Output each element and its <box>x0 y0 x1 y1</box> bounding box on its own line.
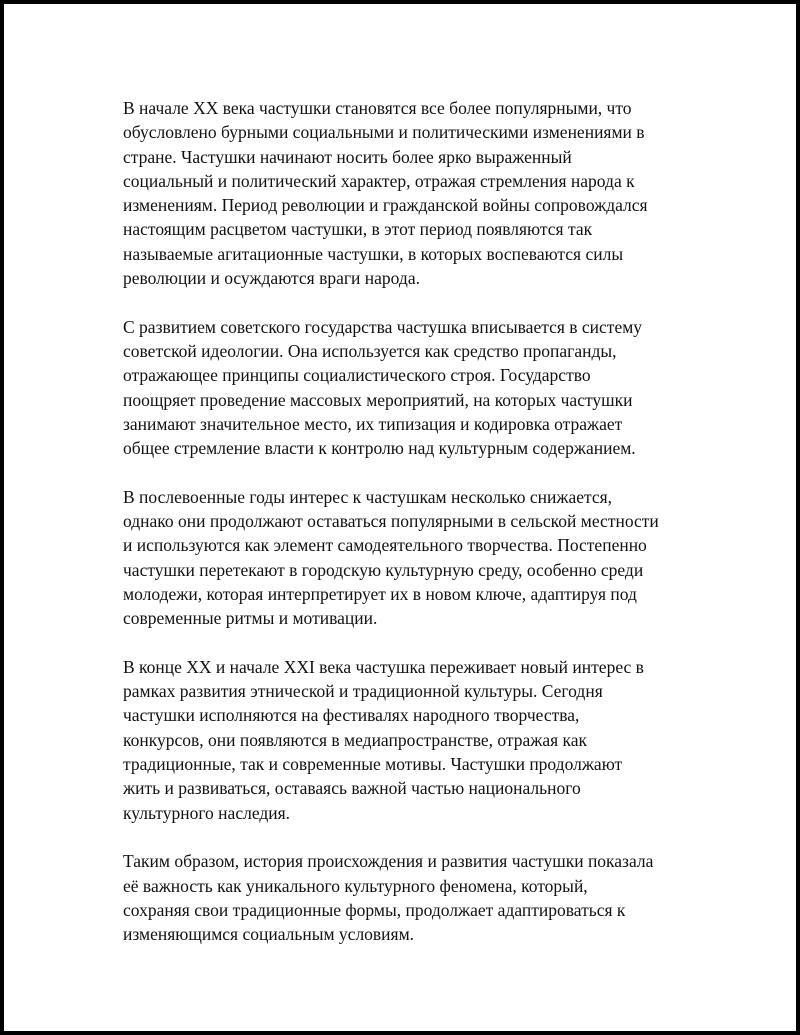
text-line: и используются как элемент самодеятельного творчества. Постепенно <box>123 535 647 556</box>
paragraph-2 <box>123 315 713 461</box>
text-line: обусловлено бурными социальными и политическими изменениями в <box>123 122 645 143</box>
paragraph-4 <box>123 655 713 825</box>
text-line: культурного наследия. <box>123 802 291 823</box>
text-line: традиционные, так и современные мотивы. Частушки продолжают <box>123 754 623 775</box>
text-line: В конце XX и начале XXI века частушка переживает новый интерес в <box>123 656 644 677</box>
text-line: советской идеологии. Она используется как средство пропаганды, <box>123 340 617 361</box>
text-line: В начале XX века частушки становятся все более популярными, что <box>123 98 632 118</box>
text-line: сохраняя свои традиционные формы, продолжает адаптироваться к <box>123 899 626 920</box>
text-line: жить и развиваться, оставаясь важной частью национального <box>123 778 581 799</box>
text-line: частушки перетекают в городскую культурную среду, особенно среди <box>123 559 644 580</box>
text-line: изменяющимся социальным условиям. <box>123 924 415 945</box>
text-line: конкурсов, они появляются в медиапространстве, отражая как <box>123 729 588 750</box>
paragraph-1 <box>123 96 713 290</box>
paragraph-3 <box>123 485 713 631</box>
text-line: стране. Частушки начинают носить более ярко выраженный <box>123 146 572 167</box>
text-line: однако они продолжают оставаться популярными в сельской местности <box>123 511 659 532</box>
text-line: общее стремление власти к контролю над культурным содержанием. <box>123 438 636 459</box>
text-line: поощряет проведение массовых мероприятий, на которых частушки <box>123 389 633 410</box>
text-line: Таким образом, история происхождения и развития частушки показала <box>123 851 654 872</box>
text-line: настоящим расцветом частушки, в этот период появляются так <box>123 219 593 240</box>
text-line: социальный и политический характер, отражая стремления народа к <box>123 170 635 191</box>
text-line: отражающее принципы социалистического строя. Государство <box>123 365 591 386</box>
text-line: называемые агитационные частушки, в которых воспеваются силы <box>123 243 624 264</box>
document-body <box>123 96 713 971</box>
text-line: С развитием советского государства частушка вписывается в систему <box>123 316 643 337</box>
text-line: молодежи, которая интерпретирует их в новом ключе, адаптируя под <box>123 583 637 604</box>
text-line: частушки исполняются на фестивалях народного творчества, <box>123 705 580 726</box>
text-line: современные ритмы и мотивации. <box>123 608 378 629</box>
text-line: рамках развития этнической и традиционной культуры. Сегодня <box>123 681 603 702</box>
paragraph-5 <box>123 849 713 946</box>
text-line: занимают значительное место, их типизация и кодировка отражает <box>123 413 623 434</box>
text-line: её важность как уникального культурного феномена, который, <box>123 875 588 896</box>
text-line: революции и осуждаются враги народа. <box>123 268 420 289</box>
text-line: изменениям. Период революции и гражданской войны сопровождался <box>123 195 648 216</box>
text-line: В послевоенные годы интерес к частушкам несколько снижается, <box>123 486 613 507</box>
